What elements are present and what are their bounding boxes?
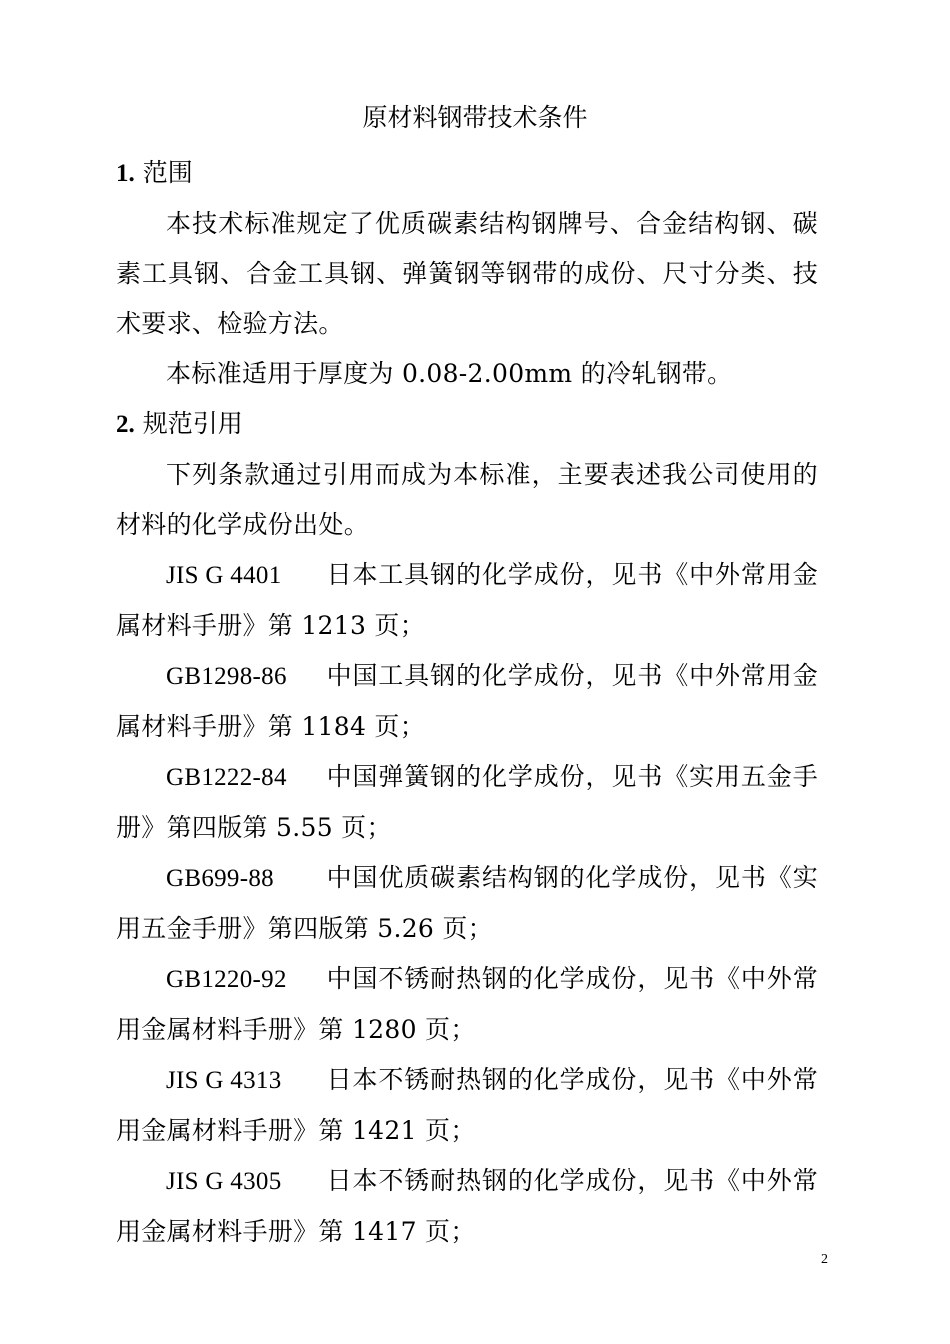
reference-code: GB1298-86 [166,663,287,690]
reference-text: 日本工具钢的化学成份，见书《中外常用金属材料手册》第 1213 页； [116,560,818,640]
reference-item [116,752,818,853]
references-intro-paragraph: 下列条款通过引用而成为本标准，主要表述我公司使用的材料的化学成份出处。 [116,460,818,539]
page-number: 2 [821,1252,828,1267]
reference-item [116,954,818,1055]
reference-text: 中国不锈耐热钢的化学成份，见书《中外常用金属材料手册》第 1280 页； [116,964,818,1044]
section-title: 规范引用 [142,409,243,438]
reference-item [116,550,818,651]
section-title: 范围 [142,158,193,187]
reference-code: JIS G 4313 [166,1067,282,1094]
section-number: 1. [116,160,135,187]
reference-item [116,1156,818,1257]
section-heading-scope [116,148,818,199]
reference-text: 中国工具钢的化学成份，见书《中外常用金属材料手册》第 1184 页； [116,661,818,741]
reference-code: GB1222-84 [166,764,287,791]
scope-applicability-paragraph: 本标准适用于厚度为 0.08-2.00mm 的冷轧钢带。 [166,359,733,388]
reference-text: 日本不锈耐热钢的化学成份，见书《中外常用金属材料手册》第 1417 页； [116,1166,818,1246]
reference-text: 中国优质碳素结构钢的化学成份，见书《实用五金手册》第四版第 5.26 页； [116,863,818,943]
reference-item [116,1055,818,1156]
reference-code: JIS G 4305 [166,1168,282,1195]
document-body [116,148,818,1257]
reference-code: GB1220-92 [166,966,287,993]
section-number: 2. [116,411,135,438]
reference-text: 中国弹簧钢的化学成份，见书《实用五金手册》第四版第 5.55 页； [116,762,818,842]
section-heading-references [116,399,818,450]
document-title: 原材料钢带技术条件 [362,103,588,132]
scope-paragraph: 本技术标准规定了优质碳素结构钢牌号、合金结构钢、碳素工具钢、合金工具钢、弹簧钢等钢带的成份、尺寸分类、技术要求、检验方法。 [116,209,818,338]
reference-code: GB699-88 [166,865,274,892]
reference-text: 日本不锈耐热钢的化学成份，见书《中外常用金属材料手册》第 1421 页； [116,1065,818,1145]
reference-item [116,853,818,954]
reference-item [116,651,818,752]
reference-code: JIS G 4401 [166,562,282,589]
